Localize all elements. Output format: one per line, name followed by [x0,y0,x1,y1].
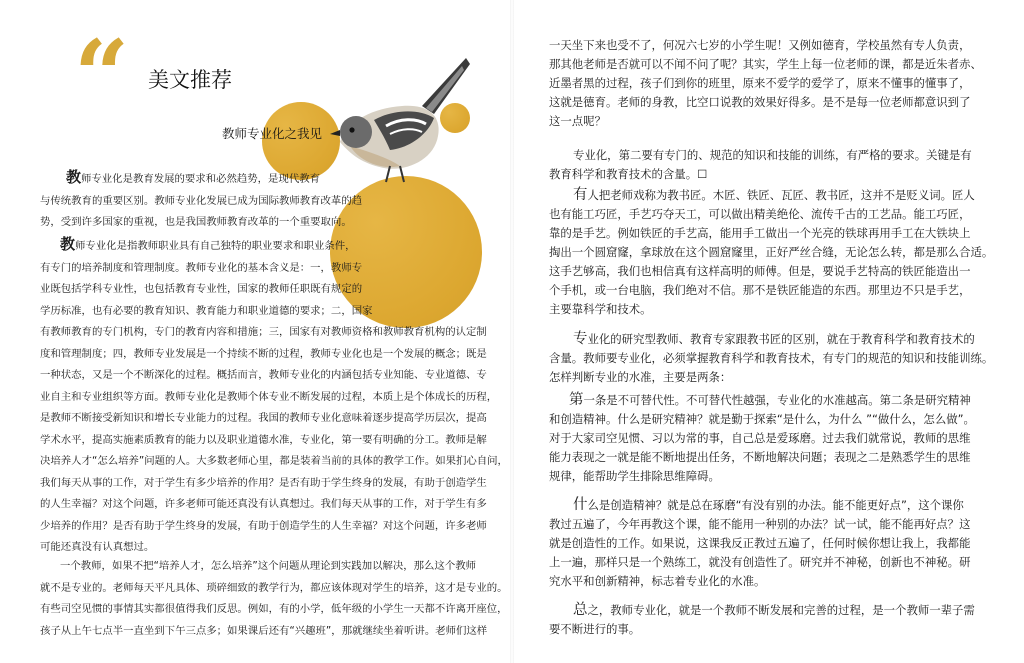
text-line: 学术水平，提高实施素质教育的能力以及职业道德水准，专业化，第一要有明确的分工。教师是解 [40,433,487,446]
text-line: 业自主和专业组织等方面。教师专业化是教师个体专业不断发展的过程，本质上是个体成长的历程， [40,390,498,403]
right-paragraph-6 [549,496,995,591]
text-line: 对于大家司空见惯、习以为常的事，自己总是爱琢磨。过去我们就常说，教师的思维 [549,431,971,445]
text-line: 一个教师，如果不把“培养人才，怎么培养”这个问题从理论到实践加以解决，那么这个教师 [60,560,476,572]
text-line: 靠的是手艺。例如铁匠的手艺高，能用手工做出一个光亮的铁球再用手工在大铁块上 [549,226,971,240]
text-line: 含量。教师要专业化，必须掌握教育科学和教育技术，有专门的规范的知识和技能训练。 [549,351,994,365]
text-line: 掏出一个圆窟窿，拿球放在这个圆窟窿里，正好严丝合缝，无论怎么转，都是那么合适。 [549,245,994,259]
text-line: 一种状态，又是一个不断深化的过程。概括而言，教师专业化的内涵包括专业知能、专业道德、专 [40,369,487,381]
bird-illustration-icon [330,54,470,184]
text-line: 规律，能帮助学生排除思维障碍。 [549,469,720,483]
text-line: 怎样判断专业的水准，主要是两条： [549,370,732,384]
right-paragraph-5 [549,391,995,486]
text-line: 一天坐下来也受不了，何况六七岁的小学生呢！又例如德育，学校虽然有专人负责， [549,38,971,52]
text-line: 度和管理制度；四，教师专业发展是一个持续不断的过程，教师专业化也是一个发展的概念；既是 [40,347,487,360]
text-line: 专业化的研究型教师、教育专家跟教书匠的区别，就在于教育科学和教育技术的 [573,331,975,347]
left-paragraph-1 [40,167,510,234]
text-line: 什么是创造精神？就是总在琢磨“有没有别的办法。能不能更好点”，这个课你 [573,497,964,513]
text-line: 孩子从上午七点半一直坐到下午三点多；如果课后还有“兴趣班”，那就继续坐着听讲。老师们这样 [40,624,488,637]
text-line: 教师专业化是教育发展的要求和必然趋势，是现代教育 [66,168,320,186]
text-line: 也有能工巧匠，手艺巧夺天工，可以做出精美绝伦、流传千古的工艺品。能工巧匠， [549,207,971,221]
drop-cap: 教 [60,235,76,253]
text-line: 势，受到许多国家的重视，也是我国教师教育改革的一个重要取向。 [40,216,352,228]
right-paragraph-3 [549,186,995,319]
text-line: 有些司空见惯的事情其实都很值得我们反思。例如，有的小学，低年级的小学生一天都不许离开座位， [40,603,508,615]
text-line: 上一遍，那样只是一个熟练工，就没有创造性了。研究并不神秘，创新也不神秘。研 [549,555,971,569]
drop-cap: 第 [569,392,584,408]
text-line: 业既包括学科专业性，也包括教育专业性，国家的教师任职既有规定的 [40,283,363,295]
text-line: 少培养的作用？是否有助于学生终身的发展，有助于创造学生的人生幸福？对这个问题，许多老师 [40,519,487,532]
right-paragraph-4 [549,330,995,387]
text-line: 就是创造性的工作。如果说，这课我反正教过五遍了，任何时候你想让我上，我都能 [549,536,971,550]
text-line: 我们每天从事的工作，对于学生有多少培养的作用？是否有助于学生终身的发展，有助于创造学生 [40,476,487,489]
drop-cap: 什 [573,497,588,513]
text-line: 就不是专业的。老师每天平凡具体、琐碎细致的教学行为，都应该体现对学生的培养，这才是专业的。 [40,581,508,594]
text-line: 教育科学和教育技术的含量。☐ [549,167,708,181]
right-paragraph-2 [549,146,995,184]
text-line: 个手机，或一台电脑，我们绝对不信。那不是铁匠能造的东西。那里边不只是手艺， [549,283,971,297]
text-line: 和创造精神。什么是研究精神？就是勤于探索“是什么，为什么 ”“做什么，怎么做”。 [549,412,975,426]
drop-cap: 总 [573,602,588,618]
section-title: 美文推荐 [148,68,232,92]
left-paragraph-2 [40,234,510,559]
right-paragraph-1 [549,36,995,131]
text-line: 学历标准，也有必要的教育知识、教育能力和职业道德的要求；二，国家 [40,304,373,317]
text-line: 能力表现之一就是能不断地提出任务，不断地解决问题；表现之二是熟悉学生的思维 [549,450,971,464]
text-line: 这就是德育。老师的身教，比空口说教的效果好得多。是不是每一位老师都意识到了 [549,95,971,109]
drop-cap: 教 [66,168,82,186]
text-line: 近墨者黑的过程，孩子们到你的班里，原来不爱学的爱学了，原来不懂事的懂事了， [549,76,971,90]
text-line: 是教师不断接受新知识和增长专业能力的过程。我国的教师专业化意味着逐步提高学历层次，提高 [40,412,487,424]
text-line: 主要靠科学和技术。 [549,302,652,316]
text-line: 与传统教育的重要区别。教师专业化发展已成为国际教师教育改革的趋 [40,194,363,207]
text-line: 教师专业化是指教师职业具有自己独特的职业要求和职业条件， [60,235,356,253]
text-line: 这手艺够高，我们也相信真有这样高明的师傅。但是，要说手艺特高的铁匠能造出一 [549,264,971,278]
text-line: 有人把老师戏称为教书匠。木匠、铁匠、瓦匠、教书匠，这并不是贬义词。匠人 [573,187,975,203]
left-paragraph-3 [40,556,510,642]
text-line: 第一条是不可替代性。不可替代性越强，专业化的水准越高。第二条是研究精神 [569,392,971,408]
right-paragraph-7 [549,601,995,639]
text-line: 这一点呢？ [549,114,606,128]
article-title: 教师专业化之我见 [222,126,323,141]
text-line: 的人生幸福？对这个问题，许多老师可能还真没有认真想过。我们每天从事的工作，对于学生有多 [40,498,487,510]
text-line: 有教师教育的专门机构，专门的教育内容和措施；三，国家有对教师资格和教师教育机构的认定制 [40,326,487,338]
drop-cap: 有 [573,187,588,203]
text-line: 可能还真没有认真想过。 [40,541,155,553]
quote-mark-icon: “ [74,19,124,132]
drop-cap: 专 [573,331,588,347]
text-line: 那其他老师是否就可以不闻不问了呢？其实，学生上每一位老师的课，都是近朱者赤、 [549,57,982,71]
text-line: 要不断进行的事。 [549,622,641,636]
text-line: 决培养人才“怎么培养”问题的人。大多数老师心里，都是装着当前的具体的教学工作。如果扪心自问， [40,455,508,467]
text-line: 究水平和创新精神，标志着专业化的水准。 [549,574,766,588]
text-line: 教过五遍了，今年再教这个课，能不能用一种别的办法？试一试，能不能再好点？这 [549,517,971,531]
text-line: 有专门的培养制度和管理制度。教师专业化的基本含义是：一，教师专 [40,261,363,274]
text-line: 总之，教师专业化，就是一个教师不断发展和完善的过程，是一个教师一辈子需 [573,602,975,618]
text-line: 专业化，第二要有专门的、规范的知识和技能的训练，有严格的要求。关键是有 [573,148,972,162]
